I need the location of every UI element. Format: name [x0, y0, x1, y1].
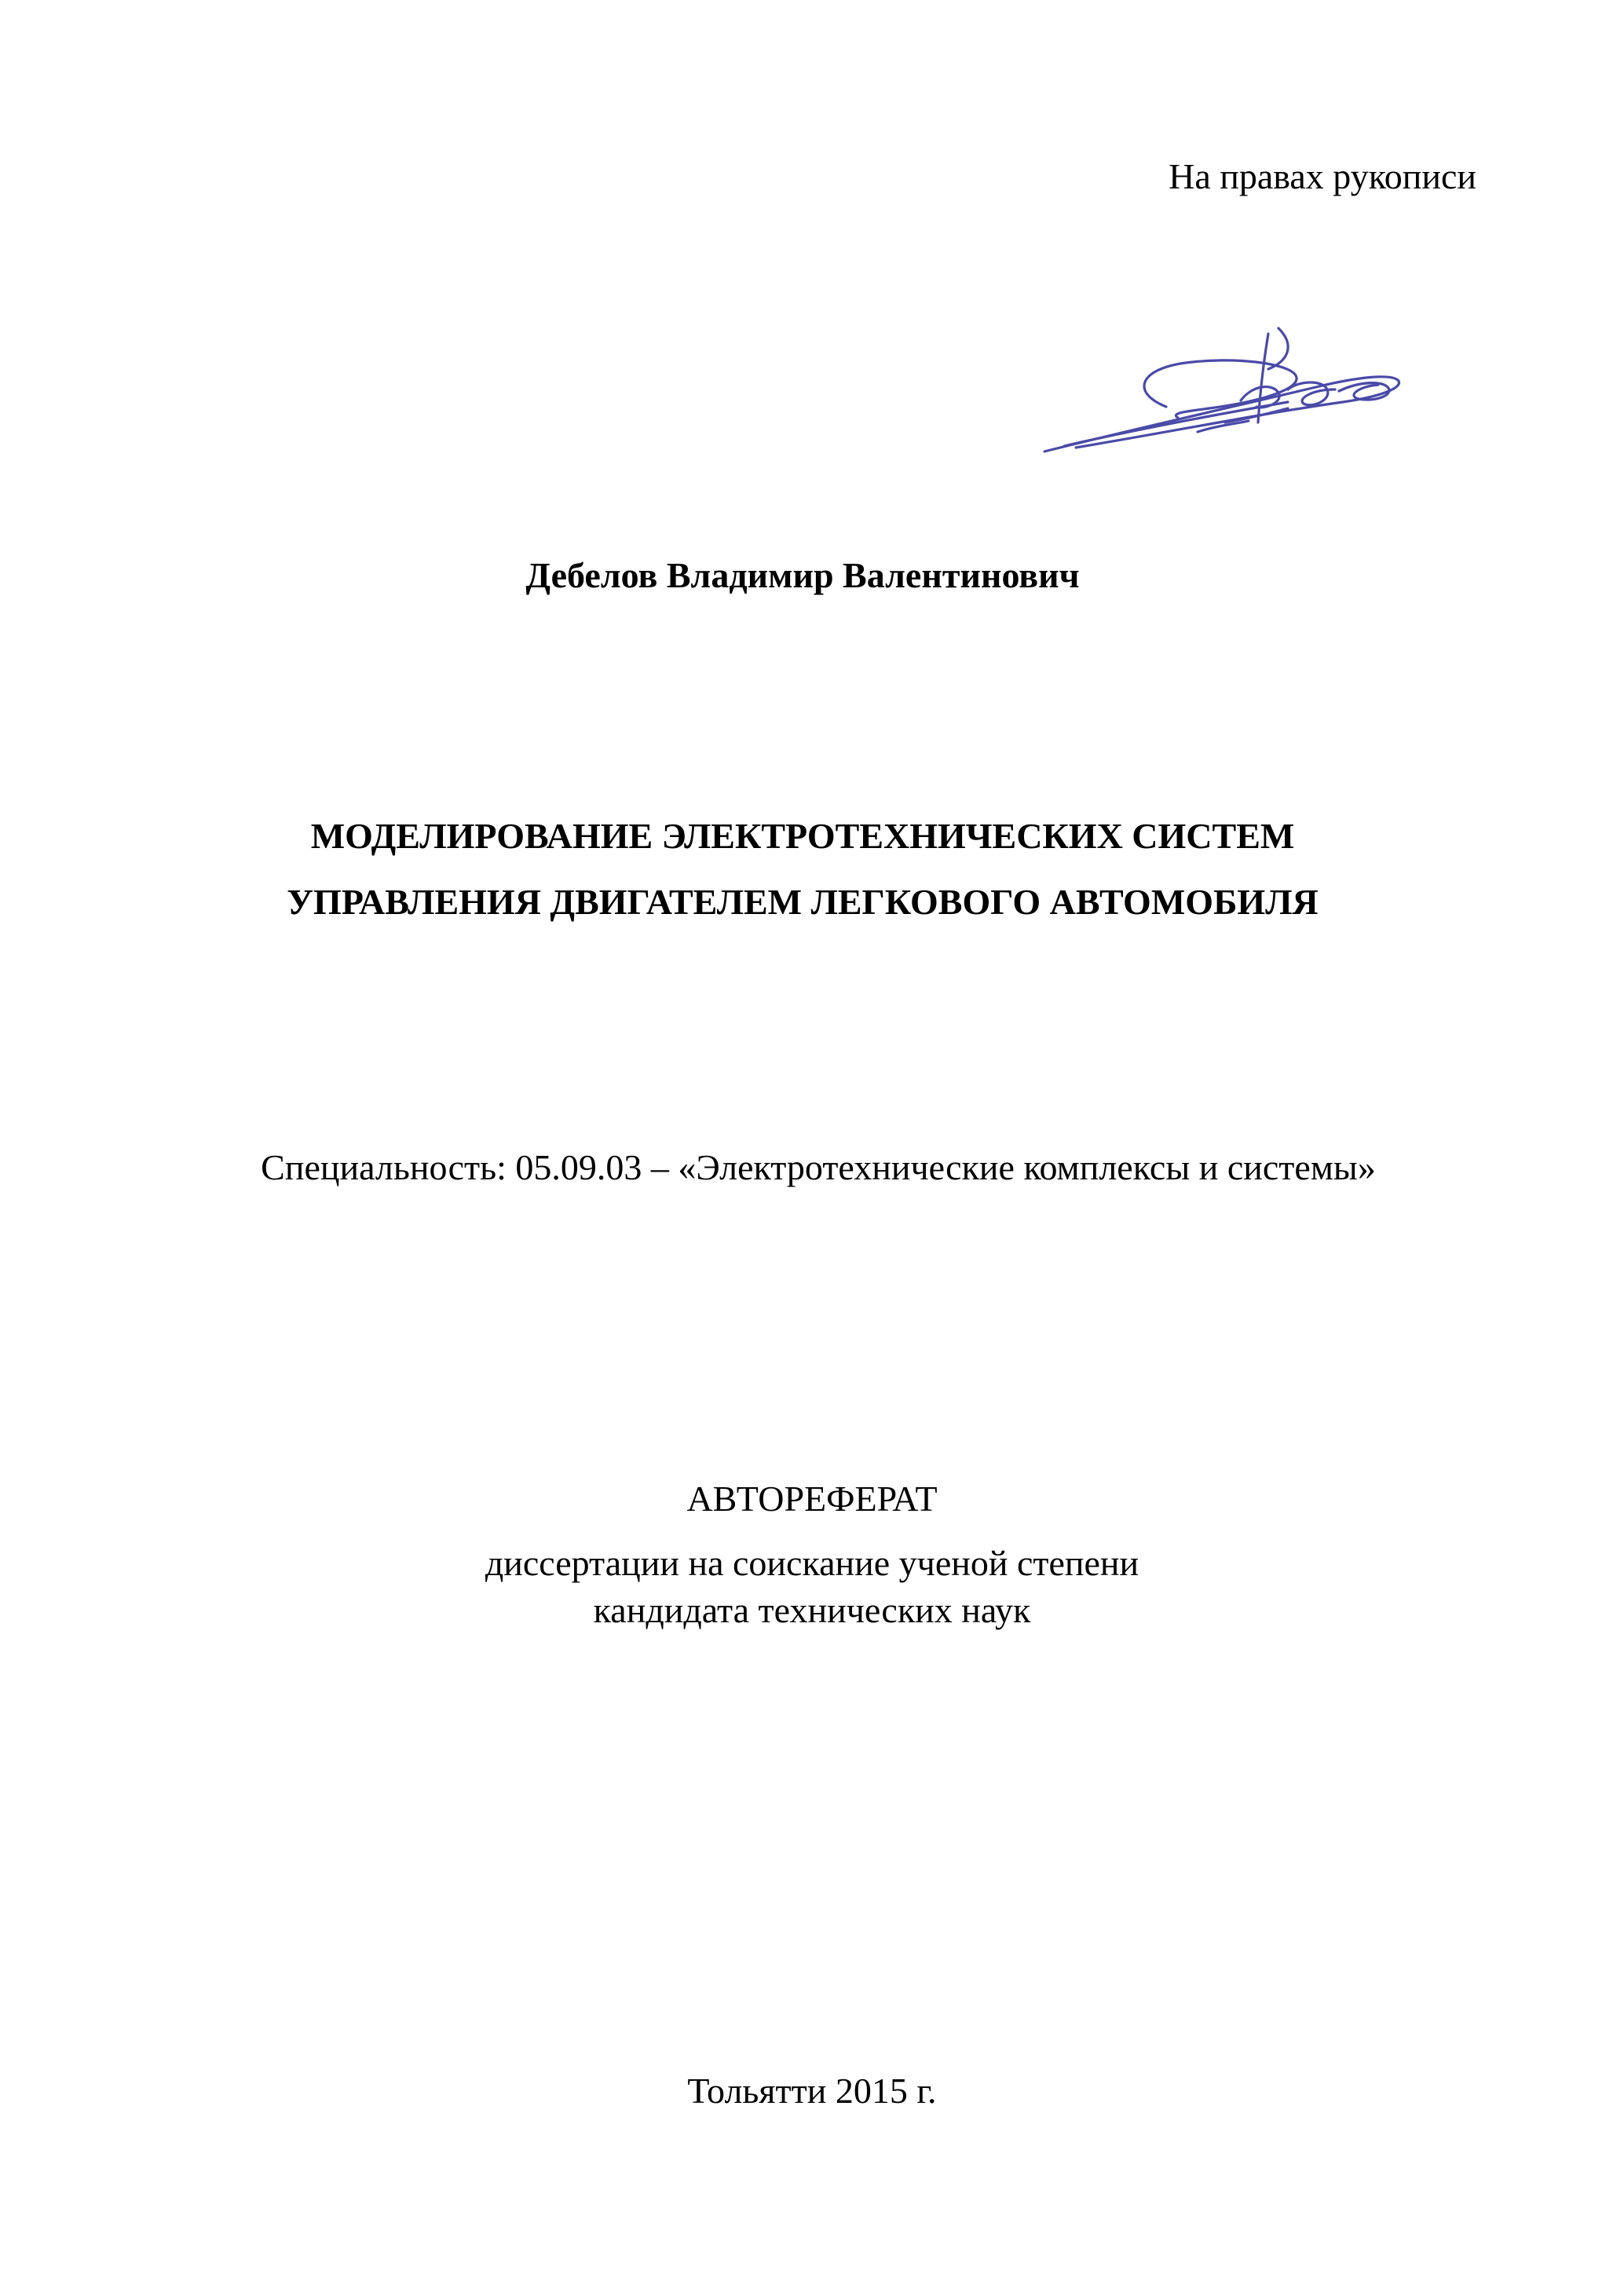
- specialty-line: Специальность: 05.09.03 – «Электротехнические комплексы и системы»: [261, 1147, 1376, 1187]
- degree-line: кандидата технических наук: [593, 1590, 1031, 1630]
- document-type: АВТОРЕФЕРАТ: [686, 1479, 938, 1519]
- degree-line: диссертации на соискание ученой степени: [485, 1543, 1139, 1583]
- title-line: УПРАВЛЕНИЯ ДВИГАТЕЛЕМ ЛЕГКОВОГО АВТОМОБИЛЯ: [287, 882, 1319, 922]
- place-year: Тольятти 2015 г.: [687, 2071, 937, 2111]
- manuscript-note: На правах рукописи: [1169, 156, 1476, 196]
- title-line: МОДЕЛИРОВАНИЕ ЭЛЕКТРОТЕХНИЧЕСКИХ СИСТЕМ: [310, 816, 1295, 856]
- author-name: Дебелов Владимир Валентинович: [525, 555, 1080, 595]
- handwritten-signature-icon: [1029, 314, 1429, 479]
